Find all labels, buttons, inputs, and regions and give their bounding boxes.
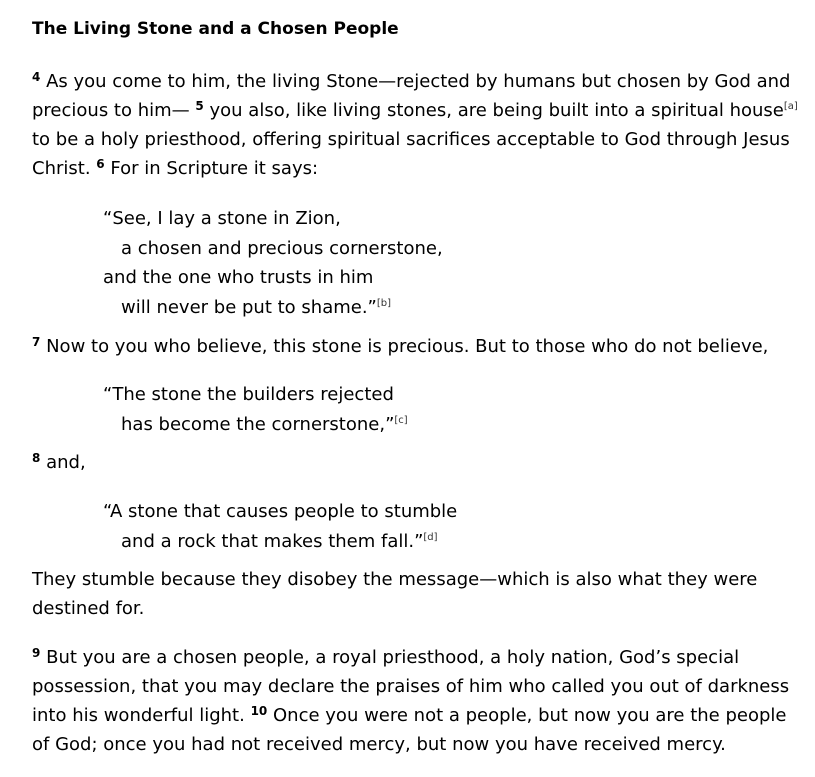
verse-number-5: 5 [195, 99, 204, 113]
verse-6-text: For in Scripture it says: [110, 158, 319, 179]
verse-number-4: 4 [32, 70, 41, 84]
verse-9-text: But you are a chosen people, a royal priesthood, a holy nation, God’s special possession, that you may declare the praises of him who called you out of darkness into his wonderful light. [32, 647, 790, 726]
poetry-line: “See, I lay a stone in Zion, [103, 208, 341, 229]
footnote-link-c[interactable]: [c] [394, 414, 408, 426]
poetry-line-with-footnote [103, 527, 802, 557]
paragraph-verse-8 [32, 448, 802, 477]
footnote-link-a[interactable]: [a] [783, 101, 798, 112]
poetry-line-with-footnote [103, 410, 802, 440]
passage-container [32, 17, 802, 759]
poetry-line-text: will never be put to shame.” [121, 296, 377, 318]
verse-number-10: 10 [250, 704, 268, 718]
section-heading: The Living Stone and a Chosen People [32, 19, 399, 39]
poetry-line: a chosen and precious cornerstone, [121, 237, 443, 259]
verse-4-text: As you come to him, the living Stone—rejected by humans but chosen by God and precious to him— [32, 71, 791, 121]
poetry-quote-2 [103, 380, 802, 439]
paragraph-verses-9-10 [32, 643, 802, 759]
paragraph-verses-4-6 [32, 67, 802, 183]
paragraph-verse-8-cont: They stumble because they disobey the message—which is also what they were destined for. [32, 569, 758, 619]
poetry-line: “The stone the builders rejected [103, 384, 394, 405]
poetry-line-text: and a rock that makes them fall.” [121, 530, 424, 552]
verse-5-text: you also, like living stones, are being built into a spiritual house [209, 100, 784, 121]
verse-number-6: 6 [96, 157, 105, 171]
verse-number-8: 8 [32, 451, 41, 465]
verse-number-9: 9 [32, 646, 41, 660]
paragraph-verse-7 [32, 332, 802, 361]
footnote-link-d[interactable]: [d] [423, 531, 438, 543]
verse-10-text: Once you were not a people, but now you are the people of God; once you had not received mercy, but now you have received mercy. [32, 705, 787, 755]
poetry-line: “A stone that causes people to stumble [103, 501, 458, 522]
poetry-quote-3 [103, 497, 802, 556]
verse-7-text: Now to you who believe, this stone is precious. But to those who do not believe, [46, 336, 769, 357]
footnote-link-b[interactable]: [b] [376, 297, 392, 309]
verse-5-text-cont: to be a holy priesthood, offering spiritual sacrifices acceptable to God through Jesus Christ. [32, 129, 790, 179]
poetry-quote-1 [103, 204, 802, 322]
poetry-line: and the one who trusts in him [103, 267, 374, 288]
poetry-line-with-footnote [103, 293, 802, 323]
poetry-line-text: has become the cornerstone,” [121, 413, 395, 435]
verse-number-7: 7 [32, 335, 41, 349]
verse-8-text: and, [46, 452, 86, 473]
